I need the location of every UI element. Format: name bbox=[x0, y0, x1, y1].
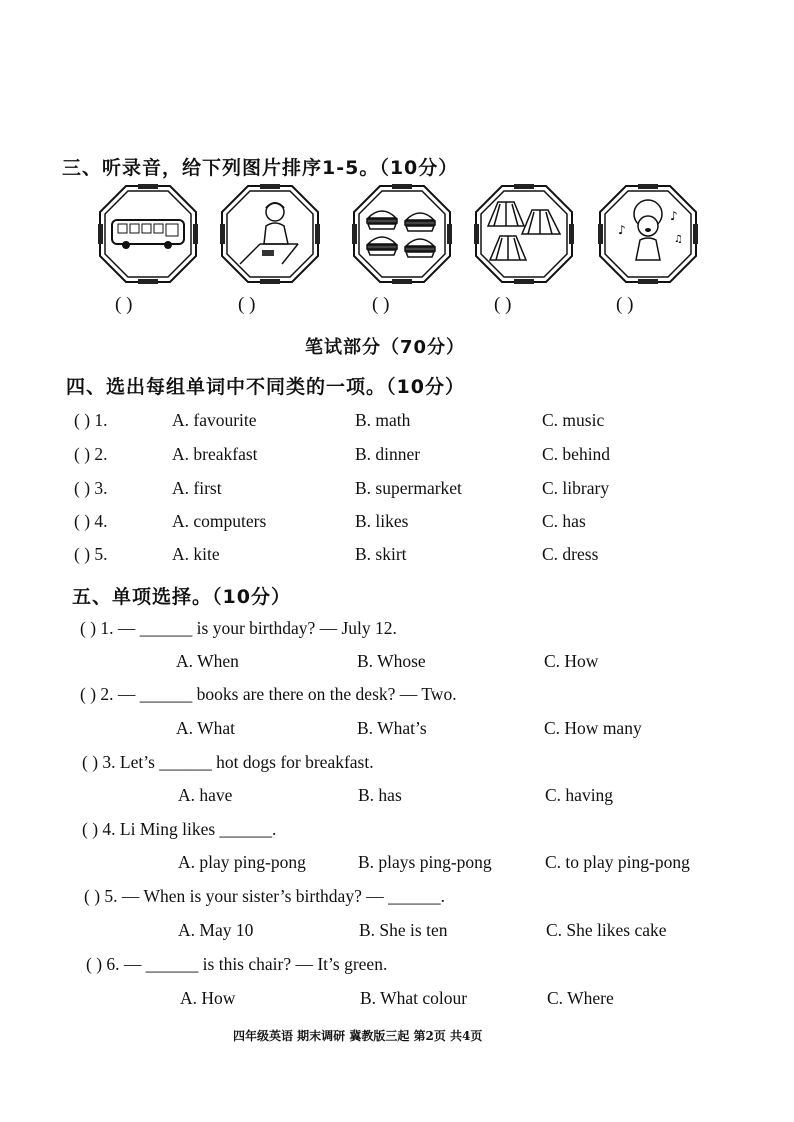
option-a: A. have bbox=[178, 785, 233, 805]
page-footer: 四年级英语 期末调研 冀教版三起 第2页 共4页 bbox=[233, 1029, 483, 1043]
answer-blank[interactable]: ( ) bbox=[494, 294, 512, 315]
answer-blank[interactable]: ( ) bbox=[616, 294, 634, 315]
option-c: C. having bbox=[545, 785, 614, 805]
question-stem: ( ) 6. — ______ is this chair? — It’s green. bbox=[86, 954, 388, 974]
option-c: C. She likes cake bbox=[546, 920, 667, 940]
option-b: B. plays ping-pong bbox=[358, 852, 492, 872]
picture-student bbox=[220, 184, 320, 284]
option-b: B. She is ten bbox=[359, 920, 448, 940]
answer-blank[interactable]: ( ) bbox=[115, 294, 133, 315]
question-number: ( ) 4. bbox=[74, 511, 108, 531]
option-b: B. dinner bbox=[355, 444, 421, 464]
option-a: A. May 10 bbox=[178, 920, 254, 940]
written-part-title: 笔试部分（70分） bbox=[305, 337, 466, 358]
section3-title: 三、听录音，给下列图片排序1-5。（10分） bbox=[62, 157, 459, 179]
option-c: C. has bbox=[542, 511, 586, 531]
option-c: C. Where bbox=[547, 988, 614, 1008]
option-b: B. Whose bbox=[357, 651, 426, 671]
option-a: A. first bbox=[172, 478, 222, 498]
option-c: C. to play ping-pong bbox=[545, 852, 690, 872]
question-number: ( ) 1. bbox=[74, 410, 108, 430]
option-c: C. library bbox=[542, 478, 610, 498]
option-c: C. How many bbox=[544, 718, 642, 738]
question-stem: ( ) 2. — ______ books are there on the desk? — Two. bbox=[80, 684, 457, 704]
option-a: A. What bbox=[176, 718, 235, 738]
option-a: A. kite bbox=[172, 544, 220, 564]
svg-text:♪: ♪ bbox=[670, 209, 678, 223]
picture-bus bbox=[98, 184, 198, 284]
option-c: C. music bbox=[542, 410, 605, 430]
option-c: C. dress bbox=[542, 544, 599, 564]
question-stem: ( ) 3. Let’s ______ hot dogs for breakfast. bbox=[82, 752, 374, 772]
option-b: B. math bbox=[355, 410, 411, 430]
svg-text:♫: ♫ bbox=[674, 234, 683, 245]
section5-title: 五、单项选择。（10分） bbox=[72, 586, 291, 608]
bus-icon bbox=[98, 184, 198, 284]
question-stem: ( ) 5. — When is your sister’s birthday? — ______. bbox=[84, 886, 445, 906]
question-number: ( ) 5. bbox=[74, 544, 108, 564]
option-a: A. When bbox=[176, 651, 239, 671]
singing-girl-icon bbox=[598, 184, 698, 284]
skirts-icon bbox=[474, 184, 574, 284]
option-b: B. likes bbox=[355, 511, 409, 531]
picture-hamburgers bbox=[352, 184, 452, 284]
option-b: B. has bbox=[358, 785, 402, 805]
answer-blank[interactable]: ( ) bbox=[372, 294, 390, 315]
picture-singing-girl bbox=[598, 184, 698, 284]
svg-text:♪: ♪ bbox=[618, 223, 626, 237]
option-c: C. How bbox=[544, 651, 599, 671]
picture-skirts bbox=[474, 184, 574, 284]
student-eating-icon bbox=[220, 184, 320, 284]
answer-blank[interactable]: ( ) bbox=[238, 294, 256, 315]
section4-title: 四、选出每组单词中不同类的一项。（10分） bbox=[66, 376, 465, 398]
question-number: ( ) 3. bbox=[74, 478, 108, 498]
question-stem: ( ) 1. — ______ is your birthday? — July 12. bbox=[80, 618, 397, 638]
question-number: ( ) 2. bbox=[74, 444, 108, 464]
option-a: A. computers bbox=[172, 511, 267, 531]
option-b: B. What colour bbox=[360, 988, 468, 1008]
question-stem: ( ) 4. Li Ming likes ______. bbox=[82, 819, 277, 839]
option-a: A. favourite bbox=[172, 410, 257, 430]
option-a: A. play ping-pong bbox=[178, 852, 306, 872]
option-b: B. skirt bbox=[355, 544, 407, 564]
option-b: B. supermarket bbox=[355, 478, 462, 498]
option-a: A. How bbox=[180, 988, 236, 1008]
option-a: A. breakfast bbox=[172, 444, 258, 464]
hamburgers-icon bbox=[352, 184, 452, 284]
option-b: B. What’s bbox=[357, 718, 427, 738]
option-c: C. behind bbox=[542, 444, 611, 464]
